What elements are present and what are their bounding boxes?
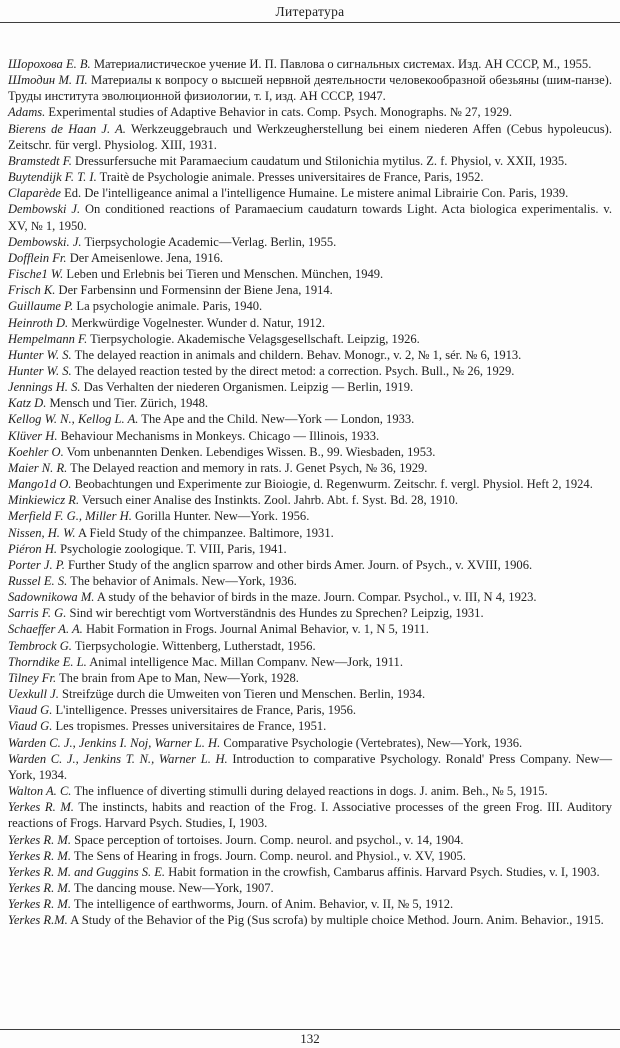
entry-authors: Porter J. P. <box>8 557 65 572</box>
entry-body: Streifzüge durch die Umweiten von Tieren und Menschen. Berlin, 1934. <box>58 687 426 702</box>
entry-body: Ed. De l'intelligeance animal a l'intelligence Humaine. Le mistere animal Librairie Con. Paris, 1939. <box>60 186 569 201</box>
entry-body: Sind wir berechtigt vom Wortverständnis des Hundes zu Sprechen? Leipzig, 1931. <box>66 606 484 621</box>
entry-authors: Warden C. J., Jenkins T. N., Warner L. H. <box>8 751 228 766</box>
entry-authors: Koehler O. <box>8 444 64 459</box>
entry-body: Traitè de Psychologie animale. Presses universitaires de France, Paris, 1952. <box>96 170 484 185</box>
entry-authors: Yerkes R. M. <box>8 832 71 847</box>
entry-body: Animal intelligence Mac. Millan Companv. New—Jork, 1911. <box>86 654 403 669</box>
entry-authors: Dembowski. J. <box>8 234 82 249</box>
entry-authors: Claparède <box>8 186 61 201</box>
entry-authors: Viaud G. <box>8 703 53 718</box>
bibliography-entry <box>8 686 612 702</box>
entry-authors: Kellog W. N., Kellog L. A. <box>8 412 139 427</box>
entry-authors: Bierens de Haan J. A. <box>8 121 126 136</box>
bibliography-entry <box>8 379 612 395</box>
entry-authors: Maier N. R. <box>8 460 68 475</box>
entry-body: Werkzeuggebrauch und Werkzeugherstellung bei einem niederen Affen (Cebus hypoleucus). Zeitschr. für vergl. Physiolog. XIII, 1931. <box>8 121 612 152</box>
bibliography-entry <box>8 153 612 169</box>
entry-body: The dancing mouse. New—York, 1907. <box>70 880 274 895</box>
bibliography-entry <box>8 896 612 912</box>
entry-body: La psychologie animale. Paris, 1940. <box>73 299 263 314</box>
entry-authors: Nissen, H. W. <box>8 525 76 540</box>
entry-authors: Buytendijk F. T. I. <box>8 170 97 185</box>
bibliography-entry <box>8 589 612 605</box>
bibliography-entry <box>8 654 612 670</box>
entry-body: The instincts, habits and reaction of the Frog. I. Associative processes of the green Frog. III. Auditory reactions of Frogs. Harvard Psych. Studies, I, 1903. <box>8 800 612 831</box>
entry-body: Further Study of the anglicn sparrow and other birds Amer. Journ. of Psych., v. XVIII, 1906. <box>64 557 533 572</box>
page-number: 132 <box>300 1031 320 1046</box>
bibliography-entry <box>8 864 612 880</box>
bibliography-entry <box>8 347 612 363</box>
bibliography-entry <box>8 169 612 185</box>
entry-authors: Dofflein Fr. <box>8 250 67 265</box>
bibliography-entry <box>8 315 612 331</box>
bibliography-entry <box>8 573 612 589</box>
entry-body: Introduction to comparative Psychology. Ronald' Press Company. New—York, 1934. <box>8 751 612 782</box>
entry-authors: Sarris F. G. <box>8 606 67 621</box>
bibliography-entry <box>8 56 612 72</box>
entry-authors: Walton A. C. <box>8 784 72 799</box>
entry-authors: Heinroth D. <box>8 315 69 330</box>
bibliography-entry <box>8 282 612 298</box>
bibliography-entry <box>8 718 612 734</box>
entry-authors: Jennings H. S. <box>8 380 81 395</box>
entry-body: Материалы к вопросу о высшей нервной деятельности человекообразной обезьяны (шим-панзе). Труды института эволюционной физиологии, т. I, изд. АН СССР, 1947. <box>8 73 612 104</box>
bibliography-entry <box>8 428 612 444</box>
entry-body: Der Farbensinn und Formensinn der Biene Jena, 1914. <box>55 283 333 298</box>
bibliography-entry <box>8 541 612 557</box>
bibliography-entry <box>8 638 612 654</box>
page-footer <box>0 1029 620 1048</box>
entry-authors: Russel E. S. <box>8 574 68 588</box>
entry-body: Der Ameisenlowe. Jena, 1916. <box>66 250 224 265</box>
entry-body: The delayed reaction tested by the direct metod: a correction. Psych. Bull., № 26, 1929. <box>71 363 515 378</box>
entry-body: Les tropismes. Presses universitaires de France, 1951. <box>52 719 327 734</box>
running-head <box>0 0 620 19</box>
entry-authors: Bramstedt F. <box>8 153 72 168</box>
entry-authors: Mango1d O. <box>8 477 72 492</box>
entry-authors: Yerkes R. M. <box>8 800 74 815</box>
bibliography-entry <box>8 751 612 783</box>
entry-body: Dressurfersuche mit Paramaecium caudatum und Stilonichia mytilus. Z. f. Physiol, v. XXII, 1935. <box>71 153 568 168</box>
bibliography-entry <box>8 234 612 250</box>
entry-authors: Sadownikowa M. <box>8 590 95 605</box>
entry-body: Vom unbenannten Denken. Lebendiges Wissen. B., 99. Wiesbaden, 1953. <box>63 444 436 459</box>
entry-body: Experimental studies of Adaptive Behavior in cats. Comp. Psych. Monographs. № 27, 1929. <box>45 105 513 120</box>
entry-body: Merkwürdige Vogelnester. Wunder d. Natur, 1912. <box>68 315 326 330</box>
entry-authors: Yerkes R. M. and Guggins S. E. <box>8 864 166 879</box>
bibliography-entry <box>8 848 612 864</box>
bibliography-list <box>8 56 612 928</box>
bibliography-entry <box>8 395 612 411</box>
entry-authors: Klüver H. <box>8 428 58 443</box>
entry-body: The brain from Ape to Man, New—York, 1928. <box>56 670 299 685</box>
bibliography-entry <box>8 508 612 524</box>
bibliography-entry <box>8 411 612 427</box>
bibliography-entry <box>8 832 612 848</box>
bibliography-entry <box>8 605 612 621</box>
entry-authors: Schaeffer A. A. <box>8 622 83 637</box>
footer-rule <box>0 1029 620 1030</box>
entry-body: Tierpsychologie. Wittenberg, Lutherstadt, 1956. <box>71 638 316 653</box>
bibliography-entry <box>8 266 612 282</box>
entry-authors: Hunter W. S. <box>8 347 72 362</box>
bibliography-entry <box>8 104 612 120</box>
entry-body: L'intelligence. Presses universitaires de France, Paris, 1956. <box>52 703 357 718</box>
entry-authors: Frisch K. <box>8 283 56 298</box>
bibliography-entry <box>8 735 612 751</box>
entry-body: Mensch und Tier. Zürich, 1948. <box>46 396 209 411</box>
entry-body: A Field Study of the chimpanzee. Baltimore, 1931. <box>75 525 334 540</box>
bibliography-entry <box>8 621 612 637</box>
entry-body: Tierpsychologie Academic—Verlag. Berlin, 1955. <box>81 234 337 249</box>
entry-body: Psychologie zoologique. T. VIII, Paris, 1941. <box>57 541 287 556</box>
entry-authors: Piéron H. <box>8 541 58 556</box>
entry-authors: Dembowski J. <box>8 202 81 217</box>
entry-body: Beobachtungen und Experimente zur Bioiogie, d. Regenwurm. Zeitschr. f. vergl. Physiol. Heft 2, 1924. <box>71 477 593 492</box>
entry-body: Versuch einer Analise des Instinkts. Zool. Jahrb. Abt. f. Syst. Bd. 28, 1910. <box>79 493 459 508</box>
bibliography-entry <box>8 476 612 492</box>
bibliography-entry <box>8 363 612 379</box>
bibliography-entry <box>8 702 612 718</box>
header-rule <box>0 22 620 23</box>
entry-authors: Yerkes R. M. <box>8 897 71 912</box>
bibliography-entry <box>8 444 612 460</box>
entry-body: Gorilla Hunter. New—York. 1956. <box>131 509 310 524</box>
bibliography-entry <box>8 880 612 896</box>
bibliography-entry <box>8 298 612 314</box>
entry-body: Das Verhalten der niederen Organismen. Leipzig — Berlin, 1919. <box>80 380 414 395</box>
bibliography-entry <box>8 331 612 347</box>
entry-authors: Yerkes R. M. <box>8 880 71 895</box>
entry-body: The Ape and the Child. New—York — London, 1933. <box>138 412 415 427</box>
entry-authors: Viaud G. <box>8 719 53 734</box>
entry-body: Space perception of tortoises. Journ. Comp. neurol. and psychol., v. 14, 1904. <box>70 832 464 847</box>
entry-authors: Tembrock G. <box>8 638 72 653</box>
bibliography-entry <box>8 525 612 541</box>
bibliography-entry <box>8 121 612 153</box>
bibliography-entry <box>8 250 612 266</box>
entry-authors: Шорохова Е. В. <box>8 57 91 71</box>
entry-body: The delayed reaction in animals and childern. Behav. Monogr., v. 2, № 1, sér. № 6, 1913. <box>71 347 522 362</box>
bibliography-entry <box>8 783 612 799</box>
entry-authors: Hunter W. S. <box>8 363 72 378</box>
entry-body: Материалистическое учение И. П. Павлова о сигнальных системах. Изд. АН СССР, М., 1955. <box>90 57 592 71</box>
entry-authors: Uexkull J. <box>8 687 59 702</box>
entry-authors: Yerkes R. M. <box>8 848 71 863</box>
entry-authors: Yerkes R.M. <box>8 913 68 928</box>
entry-body: Tierpsychologie. Akademische Velagsgesellschaft. Leipzig, 1926. <box>87 331 420 346</box>
entry-body: A Study of the Behavior of the Pig (Sus scrofa) by multiple choice Method. Journ. Anim. Behavior., 1915. <box>67 913 604 928</box>
entry-body: Leben und Erlebnis bei Tieren und Menschen. München, 1949. <box>63 267 384 282</box>
entry-body: The Sens of Hearing in frogs. Journ. Comp. neurol. and Physiol., v. XV, 1905. <box>70 848 466 863</box>
bibliography-entry <box>8 557 612 573</box>
entry-body: The Delayed reaction and memory in rats. J. Genet Psych, № 36, 1929. <box>67 460 428 475</box>
entry-body: On conditioned reactions of Paramaecium caudaturn towards Light. Acta biologica experimentalis. v. XV, № 1, 1950. <box>8 202 612 233</box>
entry-authors: Katz D. <box>8 396 47 411</box>
page-header-title: Литература <box>275 4 345 19</box>
bibliography-entry <box>8 799 612 831</box>
bibliography-entry <box>8 460 612 476</box>
entry-authors: Hempelmann F. <box>8 331 88 346</box>
entry-body: The influence of diverting stimulli during delayed reactions in dogs. J. anim. Beh., № 5, 1915. <box>71 784 548 799</box>
bibliography-entry <box>8 185 612 201</box>
bibliography-entry <box>8 912 612 928</box>
entry-authors: Warden C. J., Jenkins I. Noj, Warner L. H. <box>8 735 221 750</box>
bibliography-entry <box>8 670 612 686</box>
entry-body: Habit formation in the crowfish, Cambarus affinis. Harvard Psych. Studies, v. I, 1903. <box>165 864 600 879</box>
entry-authors: Merfield F. G., Miller H. <box>8 509 132 524</box>
entry-body: Behaviour Mechanisms in Monkeys. Chicago — Illinois, 1933. <box>57 428 380 443</box>
entry-body: The behavior of Animals. New—York, 1936. <box>67 574 297 588</box>
entry-authors: Adams. <box>8 105 46 120</box>
entry-body: Habit Formation in Frogs. Journal Animal Behavior, v. 1, N 5, 1911. <box>82 622 429 637</box>
entry-body: The intelligence of earthworms, Journ. of Anim. Behavior, v. II, № 5, 1912. <box>70 897 454 912</box>
entry-body: A study of the behavior of birds in the maze. Journ. Compar. Psychol., v. III, N 4, 1923. <box>94 590 537 605</box>
entry-authors: Tilney Fr. <box>8 670 57 685</box>
entry-authors: Minkiewicz R. <box>8 493 80 508</box>
entry-body: Comparative Psychologie (Vertebrates), New—York, 1936. <box>220 735 523 750</box>
entry-authors: Guillaume P. <box>8 299 74 314</box>
bibliography-entry <box>8 492 612 508</box>
entry-authors: Thorndike E. L. <box>8 654 87 669</box>
bibliography-entry <box>8 201 612 233</box>
entry-authors: Штодин М. П. <box>8 73 88 88</box>
bibliography-entry <box>8 72 612 104</box>
entry-authors: Fische1 W. <box>8 267 64 282</box>
